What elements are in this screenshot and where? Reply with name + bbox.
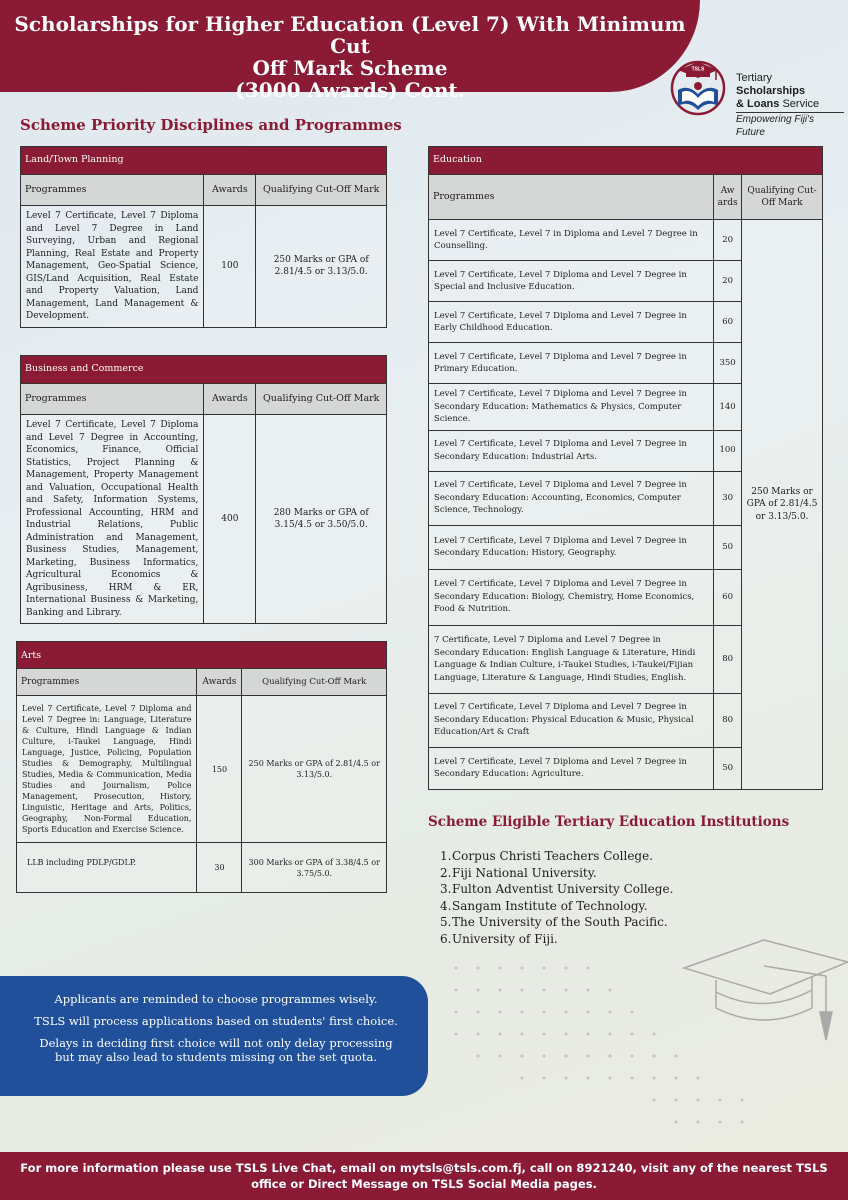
programme-cell: Level 7 Certificate, Level 7 in Diploma and Level 7 Degree in Counselling.	[429, 220, 714, 261]
awards-cell: 50	[714, 525, 742, 569]
programme-cell: Level 7 Certificate, Level 7 Diploma and Level 7 Degree in Secondary Education: Industrial Arts.	[429, 430, 714, 471]
col-header-programmes: Programmes	[17, 669, 197, 696]
col-header-programmes: Programmes	[21, 175, 204, 206]
institution-name: The University of the South Pacific.	[452, 915, 668, 929]
awards-cell: 20	[714, 220, 742, 261]
col-header-awards: Aw ards	[714, 175, 742, 220]
programme-cell: Level 7 Certificate, Level 7 Diploma and Level 7 Degree in Secondary Education: Accounting, Economics, Computer Science, Technology.	[429, 471, 714, 525]
reminder-line-1: Applicants are reminded to choose programmes wisely.	[54, 992, 378, 1006]
awards-cell: 350	[714, 343, 742, 384]
awards-cell: 400	[204, 415, 256, 624]
title-line-3: (3000 Awards) Cont.	[235, 78, 465, 102]
col-header-awards: Awards	[204, 175, 256, 206]
programme-cell: Level 7 Certificate, Level 7 Diploma and Level 7 Degree in Early Childhood Education.	[429, 302, 714, 343]
category-education: Education	[429, 147, 823, 175]
logo-word-service: Service	[779, 98, 820, 110]
institution-name: Corpus Christi Teachers College.	[452, 849, 654, 863]
reminder-line-3: Delays in deciding first choice will not only delay processing but may also lead to students missing on the set quota.	[39, 1036, 393, 1064]
col-header-mark: Qualifying Cut-Off Mark	[256, 175, 387, 206]
logo-abbrev: TSLS	[691, 66, 705, 73]
logo-word-loans: & Loans	[736, 98, 780, 110]
institution-name: University of Fiji.	[452, 931, 558, 946]
category-arts: Arts	[17, 642, 387, 669]
programme-cell: Level 7 Certificate, Level 7 Diploma and Level 7 Degree in Special and Inclusive Education.	[429, 261, 714, 302]
mark-cell: 250 Marks or GPA of 2.81/4.5 or 3.13/5.0.	[256, 206, 387, 328]
section-heading-institutions: Scheme Eligible Tertiary Education Institutions	[428, 814, 790, 830]
col-header-programmes: Programmes	[21, 384, 204, 415]
reminder-line-2: TSLS will process applications based on students' first choice.	[34, 1014, 398, 1028]
awards-cell: 80	[714, 625, 742, 693]
mark-cell: 300 Marks or GPA of 3.38/4.5 or 3.75/5.0.	[242, 843, 387, 893]
mark-cell: 250 Marks or GPA of 2.81/4.5 or 3.13/5.0.	[742, 220, 823, 790]
awards-cell: 30	[197, 843, 242, 893]
title-line-1: Scholarships for Higher Education (Level 7) With Minimum Cut	[14, 12, 686, 58]
programme-cell: Level 7 Certificate, Level 7 Diploma and Level 7 Degree in Accounting, Economics, Finance, Official Statistics, Project Planning & Management, Property Management and Valuation, Occupational Health and Safety, Information Systems, Professional Accounting, HRM and Industrial Relations, Public Administration and Management, Business Studies, Management, Marketing, Business Informatics, Agricultural Economics & Agribusiness, HRM & ER, International Business & Marketing, Banking and Library.	[21, 415, 204, 624]
awards-cell: 100	[714, 430, 742, 471]
programme-cell: Level 7 Certificate, Level 7 Diploma and Level 7 Degree in Land Surveying, Urban and Regional Planning, Real Estate and Property Management, Geo-Spatial Science, GIS/Land Acquisition, Real Estate and Property Valuation, Land Management, Land Management & Development.	[21, 206, 204, 328]
logo-word-scholarships: Scholarships	[736, 85, 806, 97]
mark-cell: 250 Marks or GPA of 2.81/4.5 or 3.13/5.0.	[242, 696, 387, 843]
col-header-awards: Awards	[197, 669, 242, 696]
institution-name: Fulton Adventist University College.	[452, 882, 674, 896]
programme-cell: Level 7 Certificate, Level 7 Diploma and Level 7 Degree in Secondary Education: Mathematics & Physics, Computer Science.	[429, 384, 714, 431]
logo-word-tertiary: Tertiary	[736, 72, 773, 84]
list-number: 6.	[440, 931, 452, 946]
col-header-mark: Qualifying Cut-Off Mark	[242, 669, 387, 696]
awards-cell: 50	[714, 747, 742, 789]
institution-name: Fiji National University.	[452, 865, 597, 880]
awards-cell: 80	[714, 693, 742, 747]
programme-cell: LLB including PDLP/GDLP.	[17, 843, 197, 893]
awards-cell: 30	[714, 471, 742, 525]
list-number: 2.	[440, 865, 452, 880]
col-header-programmes: Programmes	[429, 175, 714, 220]
awards-cell: 140	[714, 384, 742, 431]
programme-cell: 7 Certificate, Level 7 Diploma and Level 7 Degree in Secondary Education: English Language & Literature, Hindi Language & Indian Culture, i-Taukei Studies, i-Taukei/Fijian Language, Literature & Language, Hindi Studies, English.	[429, 625, 714, 693]
section-heading-priority: Scheme Priority Disciplines and Programmes	[20, 116, 402, 134]
programme-cell: Level 7 Certificate, Level 7 Diploma and Level 7 Degree in Secondary Education: Biology, Chemistry, Home Economics, Food & Nutrition.	[429, 569, 714, 625]
list-number: 4.	[440, 898, 452, 913]
awards-cell: 60	[714, 302, 742, 343]
awards-cell: 100	[204, 206, 256, 328]
list-number: 5.	[440, 915, 452, 929]
programme-cell: Level 7 Certificate, Level 7 Diploma and Level 7 Degree in Primary Education.	[429, 343, 714, 384]
reminder-box	[0, 976, 428, 1096]
programme-cell: Level 7 Certificate, Level 7 Diploma and Level 7 Degree in: Language, Literature & Culture, Hindi Language & Indian Culture, i-Taukei Language, Hindi Language, Justice, Policing, Population Studies & Demography, Multilingual Studies, Media & Communication, Media Studies and Journalism, Police Management, Prosecution, History, Linguistic, Heritage and Arts, Politics, Geography, Non-Formal Education, Sports Education and Exercise Science.	[17, 696, 197, 843]
col-header-mark: Qualifying Cut-Off Mark	[256, 384, 387, 415]
category-land-planning: Land/Town Planning	[21, 147, 387, 175]
title-line-2: Off Mark Scheme	[252, 56, 448, 80]
list-number: 1.	[440, 849, 452, 863]
list-number: 3.	[440, 882, 452, 896]
footer-contact: For more information please use TSLS Live Chat, email on mytsls@tsls.com.fj, call on 8921240, visit any of the nearest TSLS office or Direct Message on TSLS Social Media pages.	[0, 1152, 848, 1200]
logo-tagline: Empowering Fiji's Future	[736, 112, 844, 139]
programme-cell: Level 7 Certificate, Level 7 Diploma and Level 7 Degree in Secondary Education: Physical Education & Music, Physical Education/Art & Craft	[429, 693, 714, 747]
awards-cell: 20	[714, 261, 742, 302]
category-business: Business and Commerce	[21, 356, 387, 384]
col-header-awards: Awards	[204, 384, 256, 415]
awards-cell: 150	[197, 696, 242, 843]
institution-name: Sangam Institute of Technology.	[452, 898, 648, 913]
programme-cell: Level 7 Certificate, Level 7 Diploma and Level 7 Degree in Secondary Education: History, Geography.	[429, 525, 714, 569]
awards-cell: 60	[714, 569, 742, 625]
mark-cell: 280 Marks or GPA of 3.15/4.5 or 3.50/5.0.	[256, 415, 387, 624]
programme-cell: Level 7 Certificate, Level 7 Diploma and Level 7 Degree in Secondary Education: Agriculture.	[429, 747, 714, 789]
col-header-mark: Qualifying Cut-Off Mark	[742, 175, 823, 220]
